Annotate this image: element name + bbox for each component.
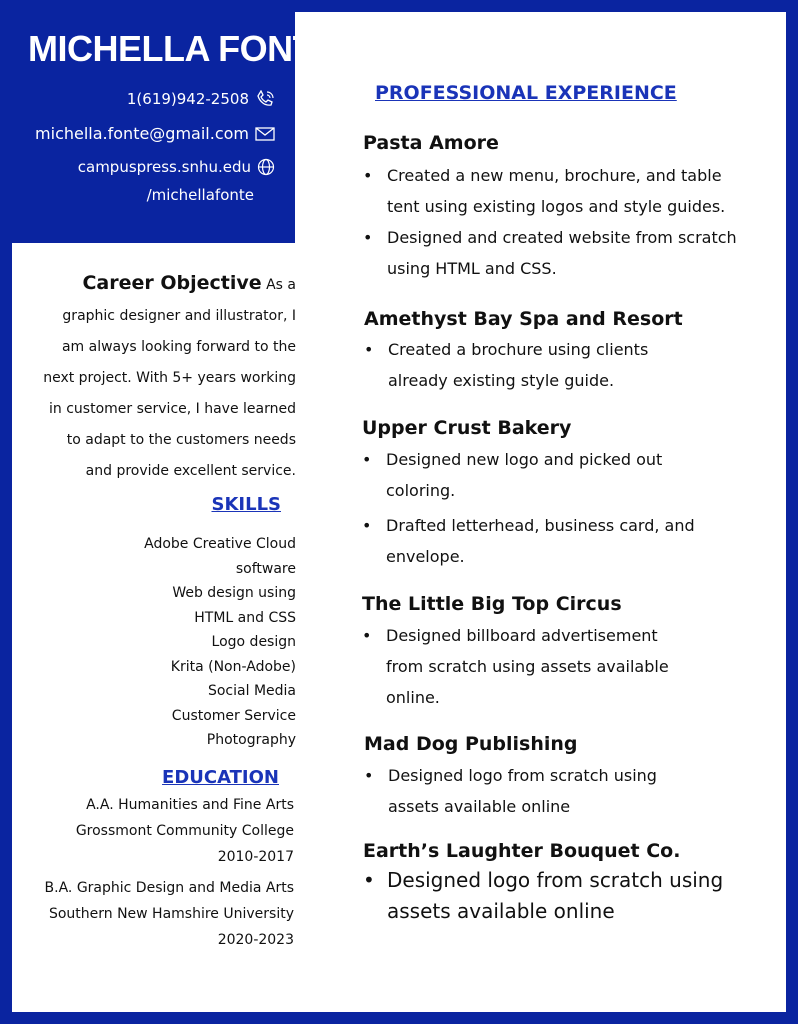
education-entry [32,875,294,953]
bullet-text: Created a new menu, brochure, and table [387,166,722,185]
website-line [78,158,275,176]
bullet-line [362,651,762,682]
bullet-text: coloring. [386,481,456,500]
website-text[interactable]: campuspress.snhu.edu [77,158,251,176]
bullet-dot [362,541,386,572]
bullet-text: tent using existing logos and style guides. [387,197,726,216]
email-line [35,124,275,143]
bullet-line [362,541,762,572]
skill-item: HTML and CSS [194,609,296,626]
bullet-line [364,365,764,396]
skill-item: Adobe Creative Cloud [144,536,296,552]
bullet-dot [362,651,386,682]
skill-item: software [235,560,296,577]
skill-item: Logo design [211,634,296,650]
job-bullets [363,865,763,927]
bullet-dot: • [362,450,372,469]
job-company: Pasta Amore [363,132,499,154]
education-entry [32,792,294,870]
bullet-text: using HTML and CSS. [387,259,557,278]
skill-item: Krita (Non-Adobe) [170,658,296,675]
bullet-line [363,253,763,284]
job-company: Mad Dog Publishing [364,733,578,755]
email-text[interactable]: michella.fonte@gmail.com [35,124,249,143]
bullet-line [364,334,764,365]
mail-icon [255,127,275,141]
skills-list [72,532,296,753]
job-company: The Little Big Top Circus [362,593,622,615]
years: 2020-2023 [217,932,294,948]
bullet-dot: • [362,516,372,535]
bullet-line [364,760,764,791]
bullet-dot [363,191,387,222]
skill-item: Photography [206,732,296,748]
website-path[interactable]: /michellafonte [146,186,254,204]
bullet-line [362,510,762,541]
bullet-dot [362,475,386,506]
skills-title: SKILLS [211,494,281,515]
job-company: Earth’s Laughter Bouquet Co. [363,840,681,862]
degree: A.A. Humanities and Fine Arts [86,797,294,813]
skill-item: Customer Service [171,707,296,724]
bullet-dot [362,682,386,713]
bullet-text: envelope. [386,547,465,566]
bullet-text: Created a brochure using clients [388,340,649,359]
bullet-dot: • [363,868,375,892]
bullet-text: assets available online [388,797,571,816]
bullet-line [364,791,764,822]
bullet-dot [363,253,387,284]
school: Southern New Hamshire University [48,906,294,922]
bullet-dot [363,896,387,927]
bullet-line [362,444,762,475]
job-bullets [362,444,762,572]
skill-item: Social Media [207,683,296,699]
bullet-text: Drafted letterhead, business card, and [386,516,695,535]
skill-item: Web design using [172,585,296,601]
job-bullets [362,620,762,713]
career-title: Career Objective [82,272,262,294]
bullet-dot: • [363,166,373,185]
career-text: As a graphic designer and illustrator, I am always looking forward to the next project. With 5+ years working in customer service, I have learned to adapt to the customers needs and provide excellent service. [43,277,296,479]
years: 2010-2017 [217,849,294,865]
bullet-line [362,475,762,506]
bullet-text: Designed logo from scratch using [387,868,724,892]
bullet-line [363,160,763,191]
bullet-text: Designed new logo and picked out [386,450,663,469]
job-company: Amethyst Bay Spa and Resort [364,308,683,330]
experience-title: PROFESSIONAL EXPERIENCE [375,82,677,104]
phone-text: 1(619)942-2508 [126,90,249,108]
name-title: MICHELLA FONTE [28,28,338,69]
resume-page [12,12,786,1012]
bullet-line [362,682,762,713]
bullet-text: online. [386,688,440,707]
header-block [12,12,338,243]
job-bullets [364,334,764,396]
school: Grossmont Community College [75,823,294,839]
bullet-dot [364,791,388,822]
bullet-dot: • [362,626,372,645]
bullet-text: already existing style guide. [388,371,615,390]
degree: B.A. Graphic Design and Media Arts [44,880,294,896]
career-objective [38,268,296,487]
bullet-line [363,865,763,896]
phone-icon [255,90,275,108]
bullet-line [362,620,762,651]
job-bullets [364,760,764,822]
bullet-text: Designed logo from scratch using [388,766,657,785]
phone-line [127,90,275,108]
bullet-line [363,896,763,927]
bullet-dot: • [364,766,374,785]
bullet-line [363,191,763,222]
bullet-text: Designed and created website from scratch [387,228,737,247]
globe-icon [257,158,275,176]
job-company: Upper Crust Bakery [362,417,572,439]
bullet-line [363,222,763,253]
bullet-text: assets available online [387,899,615,923]
bullet-text: from scratch using assets available [386,657,669,676]
bullet-dot: • [364,340,374,359]
education-title: EDUCATION [162,767,279,788]
bullet-dot: • [363,228,373,247]
job-bullets [363,160,763,284]
bullet-text: Designed billboard advertisement [386,626,658,645]
bullet-dot [364,365,388,396]
